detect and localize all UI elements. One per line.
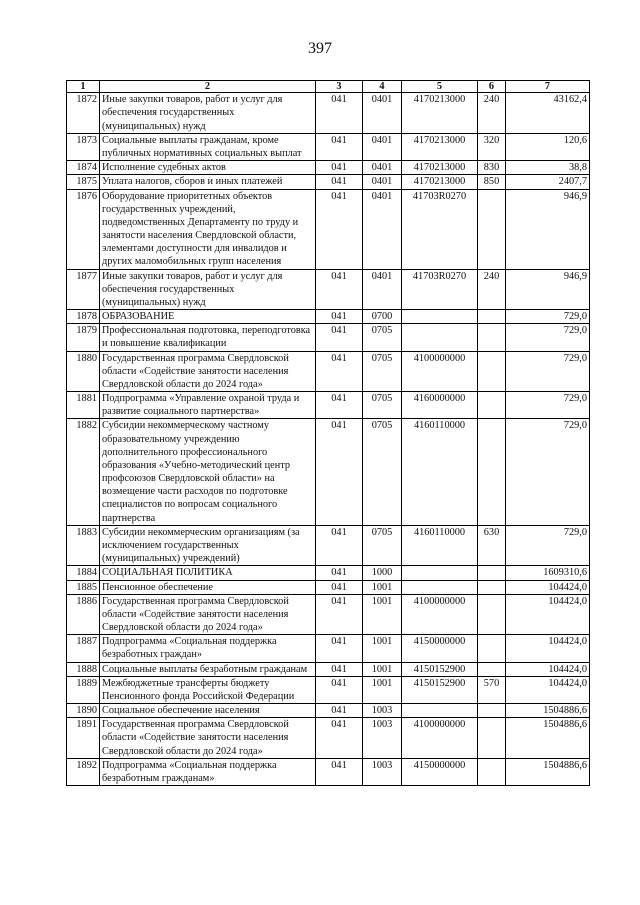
expense-type-cell: 630 [478, 525, 506, 566]
expense-type-cell [478, 566, 506, 580]
target-article-cell: 4150152900 [402, 676, 478, 703]
item-name-cell: Пенсионное обеспечение [100, 580, 316, 594]
section-code-cell: 0705 [363, 324, 402, 351]
amount-cell: 104424,0 [506, 594, 590, 635]
item-name-cell: Исполнение судебных актов [100, 161, 316, 175]
expense-type-cell: 850 [478, 175, 506, 189]
ministry-code-cell: 041 [316, 269, 363, 310]
target-article-cell: 4160110000 [402, 525, 478, 566]
item-name-cell: Иные закупки товаров, работ и услуг для обеспечения государственных (муниципальных) нужд [100, 269, 316, 310]
section-code-cell: 1003 [363, 718, 402, 759]
table-row [67, 161, 590, 175]
target-article-cell [402, 310, 478, 324]
ministry-code-cell: 041 [316, 419, 363, 525]
table-row [67, 758, 590, 785]
section-code-cell: 0401 [363, 269, 402, 310]
amount-cell: 38,8 [506, 161, 590, 175]
table-row [67, 419, 590, 525]
expense-type-cell [478, 351, 506, 392]
target-article-cell: 4160000000 [402, 392, 478, 419]
item-name-cell: Подпрограмма «Управление охраной труда и развитие социального партнерства» [100, 392, 316, 419]
target-article-cell: 4150000000 [402, 758, 478, 785]
row-number-cell: 1883 [67, 525, 100, 566]
expense-type-cell [478, 310, 506, 324]
row-number-cell: 1891 [67, 718, 100, 759]
ministry-code-cell: 041 [316, 351, 363, 392]
item-name-cell: Субсидии некоммерческому частному образовательному учреждению дополнительного профессионального образования «Учебно-методический центр профсоюзов Свердловской области» на возмещение части расходов по подготовке специалистов по вопросам социального партнерства [100, 419, 316, 525]
table-row [67, 676, 590, 703]
table-row [67, 704, 590, 718]
ministry-code-cell: 041 [316, 175, 363, 189]
expense-type-cell [478, 662, 506, 676]
target-article-cell: 41703R0270 [402, 269, 478, 310]
section-code-cell: 0401 [363, 175, 402, 189]
table-row [67, 189, 590, 269]
item-name-cell: Государственная программа Свердловской области «Содействие занятости населения Свердловской области до 2024 года» [100, 594, 316, 635]
amount-cell: 946,9 [506, 269, 590, 310]
section-code-cell: 0705 [363, 392, 402, 419]
section-code-cell: 1000 [363, 566, 402, 580]
ministry-code-cell: 041 [316, 580, 363, 594]
row-number-cell: 1876 [67, 189, 100, 269]
amount-cell: 1504886,6 [506, 758, 590, 785]
target-article-cell: 4100000000 [402, 351, 478, 392]
item-name-cell: Социальные выплаты гражданам, кроме публичных нормативных социальных выплат [100, 133, 316, 160]
row-number-cell: 1890 [67, 704, 100, 718]
item-name-cell: Оборудование приоритетных объектов государственных учреждений, подведомственных Департаменту по труду и занятости населения Свердловской области, элементами доступности для инвалидов и других маломобильных групп населения [100, 189, 316, 269]
amount-cell: 1504886,6 [506, 718, 590, 759]
header-col-7: 7 [506, 81, 590, 93]
target-article-cell: 4150152900 [402, 662, 478, 676]
expense-type-cell [478, 704, 506, 718]
amount-cell: 1609310,6 [506, 566, 590, 580]
ministry-code-cell: 041 [316, 594, 363, 635]
amount-cell: 729,0 [506, 324, 590, 351]
amount-cell: 729,0 [506, 351, 590, 392]
expense-type-cell [478, 594, 506, 635]
amount-cell: 946,9 [506, 189, 590, 269]
amount-cell: 120,6 [506, 133, 590, 160]
expense-type-cell: 320 [478, 133, 506, 160]
header-col-4: 4 [363, 81, 402, 93]
item-name-cell: Государственная программа Свердловской области «Содействие занятости населения Свердловской области до 2024 года» [100, 351, 316, 392]
expense-type-cell [478, 189, 506, 269]
row-number-cell: 1875 [67, 175, 100, 189]
target-article-cell [402, 704, 478, 718]
header-col-6: 6 [478, 81, 506, 93]
target-article-cell: 4160110000 [402, 419, 478, 525]
item-name-cell: ОБРАЗОВАНИЕ [100, 310, 316, 324]
ministry-code-cell: 041 [316, 676, 363, 703]
section-code-cell: 0401 [363, 133, 402, 160]
table-row [67, 635, 590, 662]
page-number: 397 [308, 40, 332, 57]
section-code-cell: 0401 [363, 161, 402, 175]
row-number-cell: 1884 [67, 566, 100, 580]
row-number-cell: 1882 [67, 419, 100, 525]
header-col-2: 2 [100, 81, 316, 93]
row-number-cell: 1887 [67, 635, 100, 662]
target-article-cell: 4170213000 [402, 93, 478, 134]
table-row [67, 310, 590, 324]
amount-cell: 104424,0 [506, 676, 590, 703]
expense-type-cell [478, 324, 506, 351]
ministry-code-cell: 041 [316, 525, 363, 566]
table-row [67, 324, 590, 351]
expense-type-cell [478, 580, 506, 594]
row-number-cell: 1889 [67, 676, 100, 703]
row-number-cell: 1872 [67, 93, 100, 134]
amount-cell: 2407,7 [506, 175, 590, 189]
row-number-cell: 1886 [67, 594, 100, 635]
amount-cell: 104424,0 [506, 635, 590, 662]
section-code-cell: 1003 [363, 758, 402, 785]
section-code-cell: 1001 [363, 580, 402, 594]
header-col-5: 5 [402, 81, 478, 93]
ministry-code-cell: 041 [316, 161, 363, 175]
item-name-cell: Государственная программа Свердловской области «Содействие занятости населения Свердловской области до 2024 года» [100, 718, 316, 759]
section-code-cell: 1001 [363, 662, 402, 676]
item-name-cell: Социальное обеспечение населения [100, 704, 316, 718]
table-row [67, 175, 590, 189]
table-row [67, 718, 590, 759]
item-name-cell: Иные закупки товаров, работ и услуг для обеспечения государственных (муниципальных) нужд [100, 93, 316, 134]
table-row [67, 594, 590, 635]
section-code-cell: 0705 [363, 419, 402, 525]
ministry-code-cell: 041 [316, 566, 363, 580]
expense-type-cell [478, 718, 506, 759]
target-article-cell: 4170213000 [402, 175, 478, 189]
row-number-cell: 1892 [67, 758, 100, 785]
expense-type-cell: 830 [478, 161, 506, 175]
amount-cell: 729,0 [506, 310, 590, 324]
amount-cell: 729,0 [506, 525, 590, 566]
item-name-cell: СОЦИАЛЬНАЯ ПОЛИТИКА [100, 566, 316, 580]
row-number-cell: 1885 [67, 580, 100, 594]
target-article-cell: 41703R0270 [402, 189, 478, 269]
ministry-code-cell: 041 [316, 133, 363, 160]
ministry-code-cell: 041 [316, 718, 363, 759]
table-row [67, 269, 590, 310]
expense-type-cell: 240 [478, 93, 506, 134]
target-article-cell: 4100000000 [402, 718, 478, 759]
row-number-cell: 1880 [67, 351, 100, 392]
section-code-cell: 0401 [363, 189, 402, 269]
row-number-cell: 1878 [67, 310, 100, 324]
item-name-cell: Подпрограмма «Социальная поддержка безработным гражданам» [100, 758, 316, 785]
ministry-code-cell: 041 [316, 704, 363, 718]
table-row [67, 93, 590, 134]
amount-cell: 729,0 [506, 392, 590, 419]
section-code-cell: 0700 [363, 310, 402, 324]
amount-cell: 104424,0 [506, 662, 590, 676]
section-code-cell: 1001 [363, 594, 402, 635]
ministry-code-cell: 041 [316, 635, 363, 662]
amount-cell: 104424,0 [506, 580, 590, 594]
amount-cell: 43162,4 [506, 93, 590, 134]
expense-type-cell [478, 635, 506, 662]
section-code-cell: 0705 [363, 351, 402, 392]
ministry-code-cell: 041 [316, 189, 363, 269]
expense-type-cell [478, 758, 506, 785]
target-article-cell: 4170213000 [402, 133, 478, 160]
expense-type-cell: 570 [478, 676, 506, 703]
row-number-cell: 1879 [67, 324, 100, 351]
row-number-cell: 1873 [67, 133, 100, 160]
ministry-code-cell: 041 [316, 758, 363, 785]
table-row [67, 351, 590, 392]
table-row [67, 566, 590, 580]
header-col-3: 3 [316, 81, 363, 93]
target-article-cell [402, 566, 478, 580]
row-number-cell: 1877 [67, 269, 100, 310]
ministry-code-cell: 041 [316, 392, 363, 419]
ministry-code-cell: 041 [316, 662, 363, 676]
target-article-cell: 4170213000 [402, 161, 478, 175]
budget-table [66, 80, 590, 786]
section-code-cell: 1003 [363, 704, 402, 718]
table-row [67, 580, 590, 594]
expense-type-cell [478, 392, 506, 419]
expense-type-cell [478, 419, 506, 525]
section-code-cell: 1001 [363, 676, 402, 703]
row-number-cell: 1888 [67, 662, 100, 676]
section-code-cell: 0705 [363, 525, 402, 566]
ministry-code-cell: 041 [316, 310, 363, 324]
table-row [67, 133, 590, 160]
item-name-cell: Профессиональная подготовка, переподготовка и повышение квалификации [100, 324, 316, 351]
amount-cell: 729,0 [506, 419, 590, 525]
target-article-cell: 4100000000 [402, 594, 478, 635]
row-number-cell: 1881 [67, 392, 100, 419]
ministry-code-cell: 041 [316, 324, 363, 351]
item-name-cell: Социальные выплаты безработным гражданам [100, 662, 316, 676]
section-code-cell: 1001 [363, 635, 402, 662]
item-name-cell: Субсидии некоммерческим организациям (за исключением государственных (муниципальных) учреждений) [100, 525, 316, 566]
target-article-cell: 4150000000 [402, 635, 478, 662]
ministry-code-cell: 041 [316, 93, 363, 134]
item-name-cell: Подпрограмма «Социальная поддержка безработных граждан» [100, 635, 316, 662]
item-name-cell: Уплата налогов, сборов и иных платежей [100, 175, 316, 189]
target-article-cell [402, 324, 478, 351]
table-row [67, 392, 590, 419]
table-row [67, 662, 590, 676]
amount-cell: 1504886,6 [506, 704, 590, 718]
target-article-cell [402, 580, 478, 594]
item-name-cell: Межбюджетные трансферты бюджету Пенсионного фонда Российской Федерации [100, 676, 316, 703]
table-row [67, 525, 590, 566]
section-code-cell: 0401 [363, 93, 402, 134]
expense-type-cell: 240 [478, 269, 506, 310]
table-header-row [67, 81, 590, 93]
header-col-1: 1 [67, 81, 100, 93]
row-number-cell: 1874 [67, 161, 100, 175]
